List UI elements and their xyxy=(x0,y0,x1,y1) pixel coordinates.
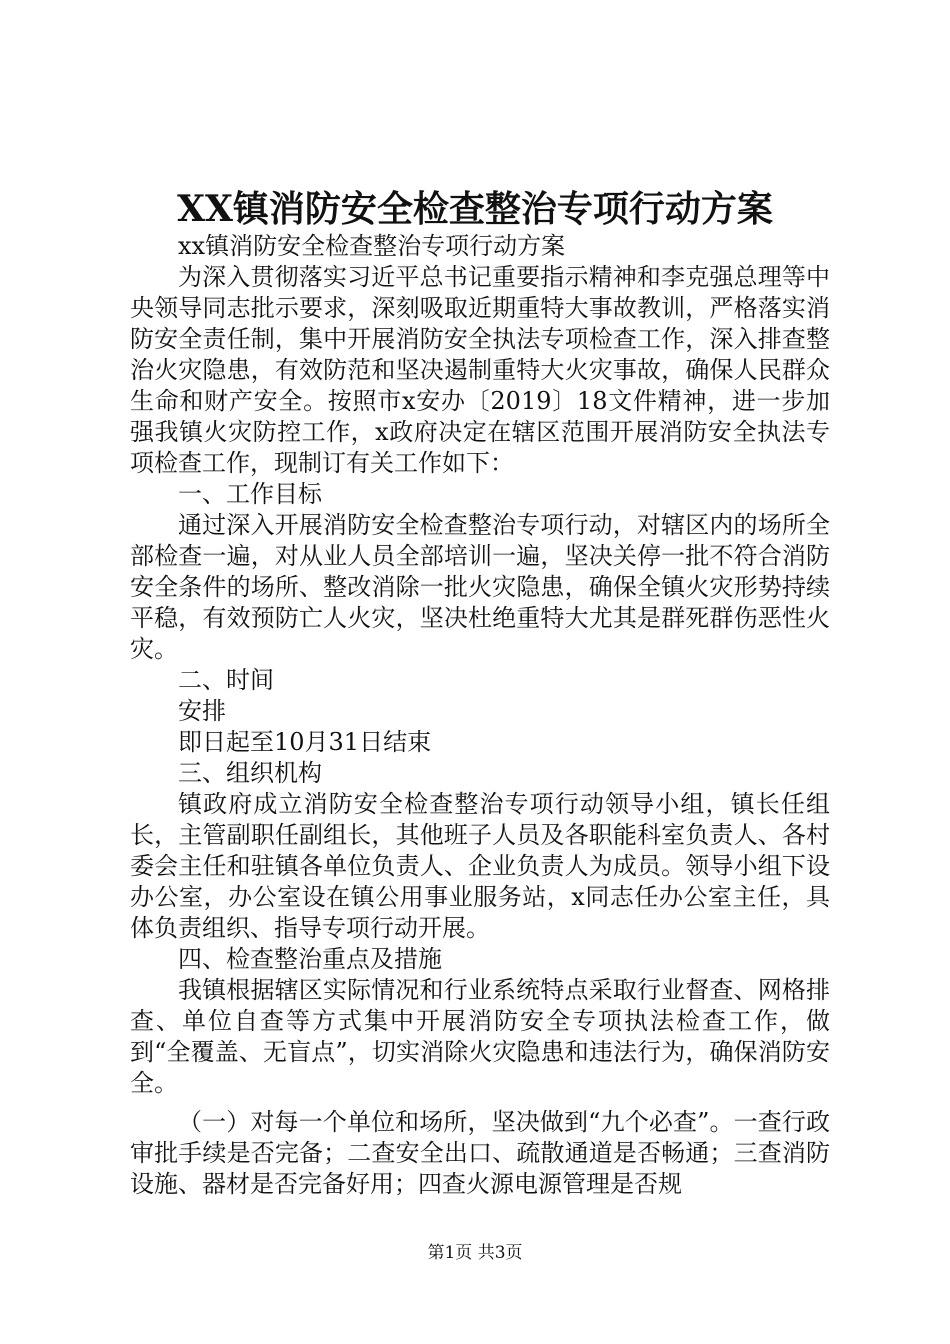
heading-time: 二、时间 xyxy=(178,666,274,694)
paragraph-key-points: 我镇根据辖区实际情况和行业系统特点采取行业督查、网格排查、单位自查等方式集中开展消防安全专项执法检查工作，做到“全覆盖、无盲点”，切实消除火灾隐患和违法行为，确保消防安全。 xyxy=(130,976,830,1097)
heading-work-goal: 一、工作目标 xyxy=(178,480,322,508)
heading-key-points: 四、检查整治重点及措施 xyxy=(178,945,442,973)
paragraph-work-goal: 通过深入开展消防安全检查整治专项行动，对辖区内的场所全部检查一遍，对从业人员全部培训一遍，坚决关停一批不符合消防安全条件的场所、整改消除一批火灾隐患，确保全镇火灾形势持续平稳，有效预防亡人火灾，坚决杜绝重特大尤其是群死群伤恶性火灾。 xyxy=(130,511,830,663)
paragraph-time-range: 即日起至10月31日结束 xyxy=(178,728,432,756)
heading-arrangement: 安排 xyxy=(178,697,226,725)
paragraph-intro: 为深入贯彻落实习近平总书记重要指示精神和李克强总理等中央领导同志批示要求，深刻吸取近期重特大事故教训，严格落实消防安全责任制，集中开展消防安全执法专项检查工作，深入排查整治火灾隐患，有效防范和坚决遏制重特大火灾事故，确保人民群众生命和财产安全。按照市x安办〔2019〕18文件精神，进一步加强我镇火灾防控工作，x政府决定在辖区范围开展消防安全执法专项检查工作，现制订有关工作如下： xyxy=(130,263,830,477)
document-body xyxy=(130,231,830,1200)
paragraph-organization: 镇政府成立消防安全检查整治专项行动领导小组，镇长任组长，主管副职任副组长，其他班子人员及各职能科室负责人、各村委会主任和驻镇各单位负责人、企业负责人为成员。领导小组下设办公室，办公室设在镇公用事业服务站，x同志任办公室主任，具体负责组织、指导专项行动开展。 xyxy=(130,790,830,942)
heading-organization: 三、组织机构 xyxy=(178,759,322,787)
document-title: XX镇消防安全检查整治专项行动方案 xyxy=(177,188,773,230)
page-footer: 第1页 共3页 xyxy=(427,1243,523,1263)
paragraph-subtitle: xx镇消防安全检查整治专项行动方案 xyxy=(178,232,566,260)
paragraph-nine-checks: （一）对每一个单位和场所，坚决做到“九个必查”。一查行政审批手续是否完备；二查安全出口、疏散通道是否畅通；三查消防设施、器材是否完备好用；四查火源电源管理是否规 xyxy=(130,1108,830,1198)
